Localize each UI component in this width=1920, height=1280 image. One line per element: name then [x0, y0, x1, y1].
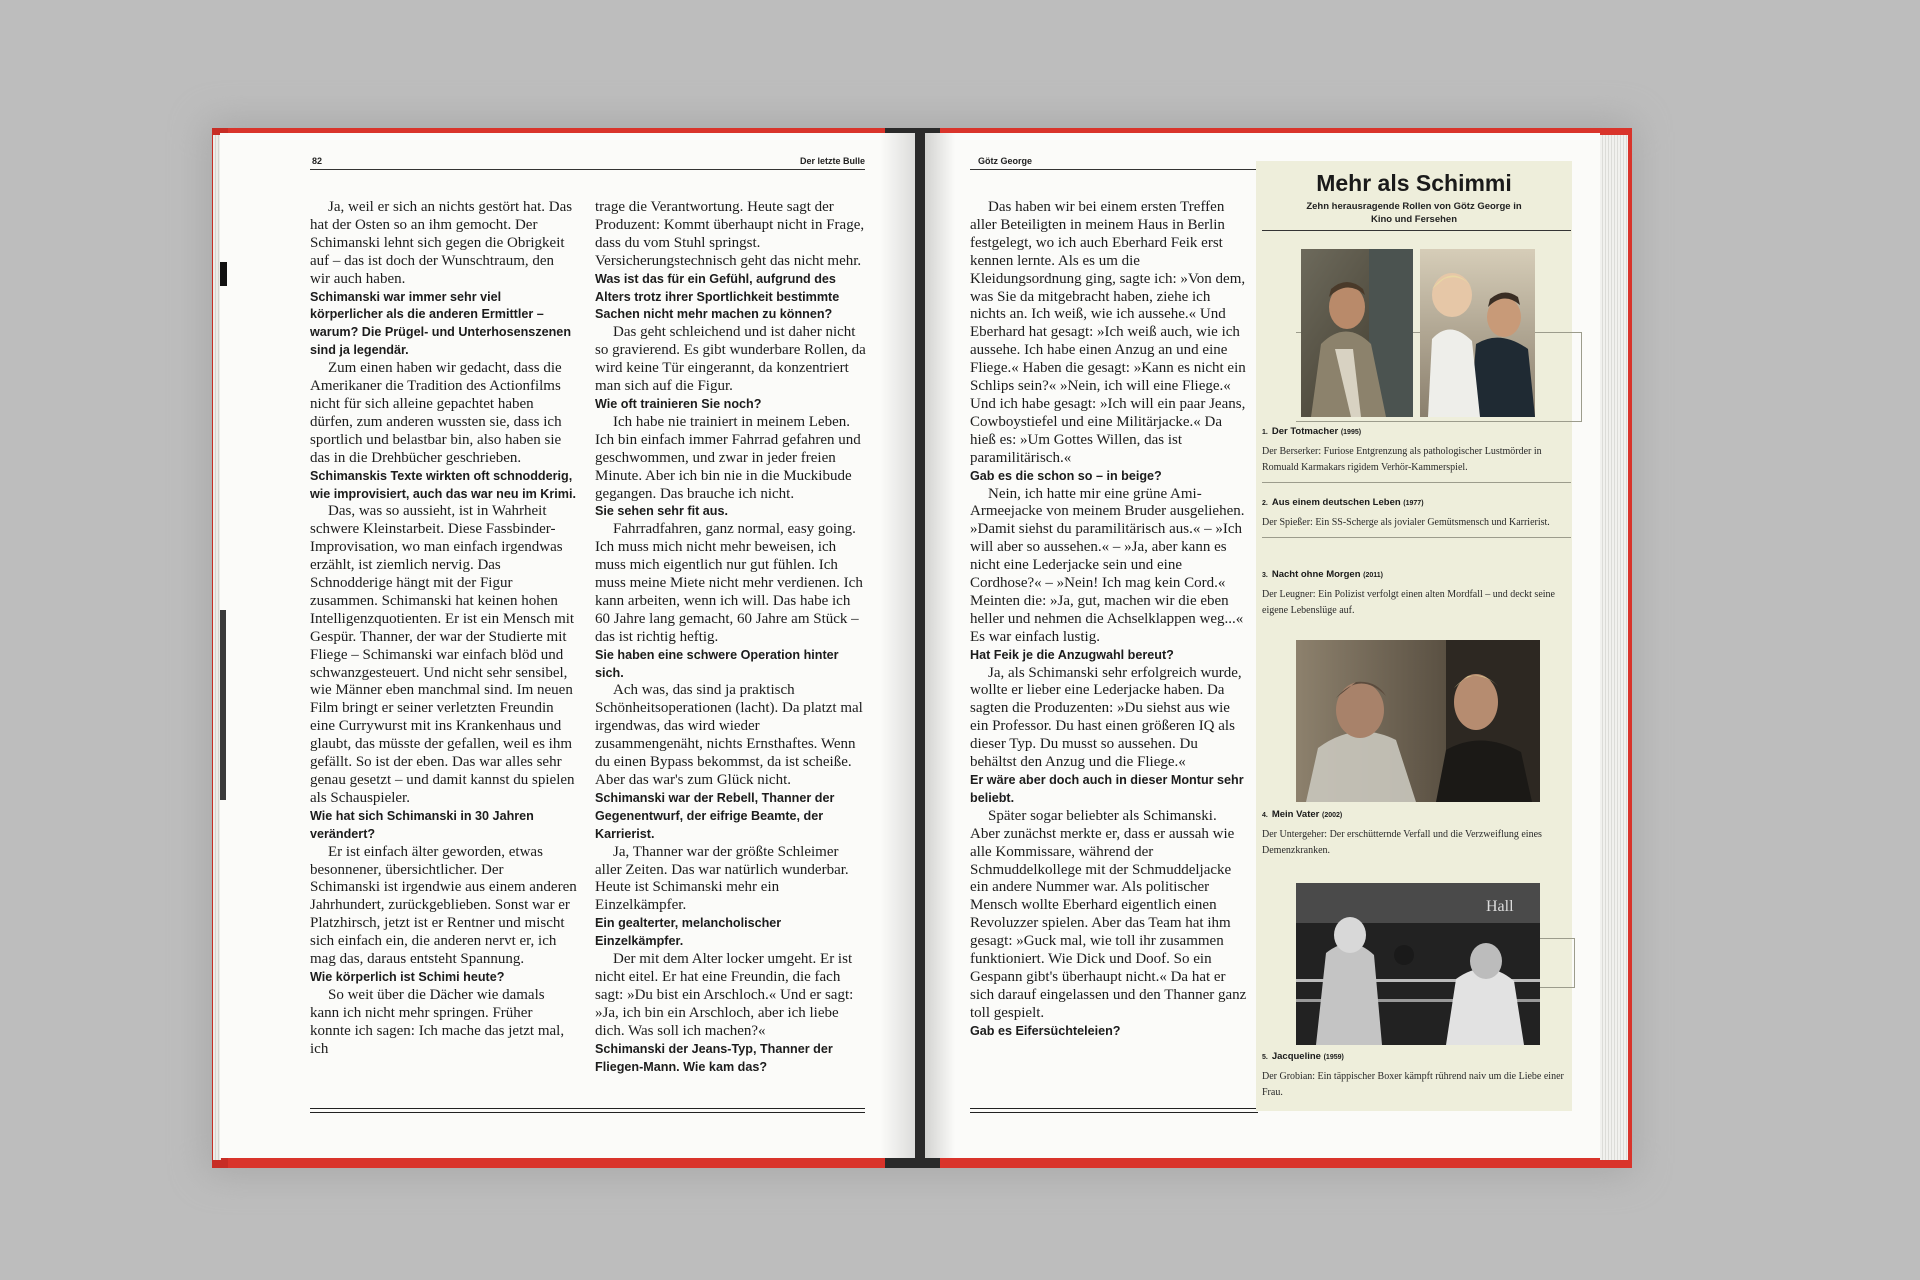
- interview-answer: Das haben wir bei einem ersten Treffen aller Beteiligten in meinem Haus in Berlin festgelegt, wo ich auch Eberhard Feik erst kennen lernte. Als es um die Kleidungsordnung ging, sagte ich: »Von dem, was Sie da mitgebracht haben, ziehe ich nichts an. Ich weiß, wie ich aussehe.« Und Eberhard hat gesagt: »Ich weiß auch, wie ich aussehe. Ich habe einen Anzug an und eine Fliege.« Haben die gesagt: »Kann es nicht ein Schlips sein?« »Nein, ich will eine Fliege.« Und ich habe gesagt: »Ich will ein paar Jeans, Cowboystiefel und eine Militärjacke.« Da hieß es: »Um Gottes Willen, das ist paramilitärisch.«: [970, 199, 1246, 466]
- right-page-edges: [1600, 135, 1628, 1160]
- film-number: 2.: [1262, 500, 1268, 507]
- article-column-2: [595, 199, 866, 1076]
- interview-answer: Zum einen haben wir gedacht, dass die Amerikaner die Tradition des Actionfilms nicht für sich alleine gepachtet haben dürfen, zum anderen wussten sie, dass ich sportlich und belastbar bin, also haben sie das in die Drehbücher geschrieben.: [310, 360, 562, 466]
- interview-question: Ein gealterter, melancholischer Einzelkämpfer.: [595, 916, 782, 949]
- film-entry: [1262, 425, 1571, 483]
- film-title: Mein Vater: [1271, 809, 1320, 820]
- interview-question: Hat Feik je die Anzugwahl bereut?: [970, 647, 1174, 662]
- interview-answer: Fahrradfahren, ganz normal, easy going. Ich muss mich nicht mehr beweisen, ich muss mich eigentlich nur gut fühlen. Ich muss meine Miete nicht mehr verdienen. Ich kann arbeiten, wenn ich will. Das habe ich 60 Jahre lang gemacht, 60 Jahre am Stück – das ist richtig heftig.: [595, 521, 863, 645]
- film-description: Der Leugner: Ein Polizist verfolgt einen alten Mordfall – und deckt seine eigene Lebenslüge auf.: [1262, 589, 1555, 616]
- film-description: Der Spießer: Ein SS-Scherge als jovialer Gemütsmensch und Karrierist.: [1262, 517, 1550, 528]
- film-title: Der Totmacher: [1271, 426, 1339, 437]
- page-edge-mark: [220, 610, 226, 800]
- page-number: 82: [312, 156, 323, 166]
- film-divider: [1262, 482, 1571, 483]
- film-still-jacqueline: [1296, 883, 1540, 1045]
- interview-question: Schimanski war immer sehr viel körperlicher als die anderen Ermittler – warum? Die Prügel- und Unterhosenszenen sind ja legendär.: [310, 289, 572, 358]
- footer-rule-right: [970, 1108, 1258, 1113]
- interview-answer: Er ist einfach älter geworden, etwas besonnener, übersichtlicher. Der Schimanski ist irgendwie aus einem anderen Jahrhundert, zurückgeblieben. Sonst war er Platzhirsch, jetzt ist er Rentner und mischt sich einfach ein, die anderen nervt er, ich mag das, daraus entsteht Spannung.: [310, 843, 577, 968]
- film-year: (1995): [1340, 429, 1362, 436]
- film-number: 3.: [1262, 572, 1268, 579]
- interview-question: Er wäre aber doch auch in dieser Montur sehr beliebt.: [970, 773, 1244, 805]
- interview-answer: Ja, weil er sich an nichts gestört hat. Das hat der Osten so an ihm gemocht. Der Schimanski lehnt sich gegen die Obrigkeit auf – das ist doch der Wunschtraum, den wir auch haben.: [310, 199, 573, 287]
- running-head-right: Götz George: [978, 156, 1033, 166]
- interview-answer: Später sogar beliebter als Schimanski. Aber zunächst merkte er, dass er aussah wie alle Kommissare, während der Schmuddelkollege mit der Schmuddeljacke ein andere Nummer war. Als politischer Mensch wollte Eberhard eigentlich einen Revoluzzer spielen. Aber das Team hat ihm gesagt: »Guck mal, wie toll ihr zusammen funktioniert. Wie Dick und Doof. So ein Gespann gibt's überhaupt nicht.« Da hat er sich darauf eingelassen und den Thanner ganz toll gespielt.: [970, 807, 1247, 1021]
- film-number: 4.: [1262, 812, 1268, 819]
- interview-question: Gab es die schon so – in beige?: [970, 468, 1162, 483]
- interview-question: Sie sehen sehr fit aus.: [595, 504, 728, 519]
- film-entry: [1262, 568, 1571, 619]
- interview-question: Schimanski war der Rebell, Thanner der Gegenentwurf, der eifrige Beamte, der Karrierist.: [595, 790, 835, 841]
- film-entry: [1262, 496, 1571, 538]
- gutter-shadow-right: [925, 133, 955, 1158]
- interview-answer: Das geht schleichend und ist daher nicht so gravierend. Es gibt wunderbare Rollen, da wird keine Tür eingerannt, da konzentriert man sich auf die Figur.: [595, 324, 866, 395]
- header-rule-left: [310, 169, 865, 170]
- interview-question: Schimanski der Jeans-Typ, Thanner der Fliegen-Mann. Wie kam das?: [595, 1041, 833, 1074]
- interview-answer: Ja, als Schimanski sehr erfolgreich wurde, wollte er lieber eine Lederjacke haben. Da sagten die Produzenten: »Du siehst aus wie ein Professor. Du hast einen größeren IQ als dieser Typ. Du musst so aussehen. Du behältst den Anzug und die Fliege.«: [970, 664, 1242, 771]
- film-still-mein-vater: [1296, 640, 1540, 802]
- interview-answer: trage die Verantwortung. Heute sagt der Produzent: Kommt überhaupt nicht in Frage, dass du vom Stuhl springst. Versicherungstechnisch geht das nicht mehr.: [595, 199, 865, 269]
- article-column-3: [970, 199, 1247, 1041]
- interview-question: Wie oft trainieren Sie noch?: [595, 396, 762, 411]
- film-still-aus-einem-deutschen-leben: [1420, 249, 1535, 417]
- interview-answer: Ich habe nie trainiert in meinem Leben. Ich bin einfach immer Fahrrad gefahren und geschwommen, und zwar in jeder freien Minute. Aber ich bin nie in die Muckibude gegangen. Das brauche ich nicht.: [595, 413, 861, 502]
- interview-answer: Ach was, das sind ja praktisch Schönheitsoperationen (lacht). Da platzt mal irgendwas, das wird wieder zusammengenäht, nichts Ernsthaftes. Wenn du einen Bypass bekommst, da ist scheiße. Aber das war's zum Glück nicht.: [595, 682, 863, 788]
- film-title: Jacqueline: [1271, 1051, 1321, 1062]
- running-head-left: Der letzte Bulle: [799, 156, 865, 166]
- film-entry: [1262, 1050, 1571, 1101]
- interview-answer: Der mit dem Alter locker umgeht. Er ist nicht eitel. Er hat eine Freundin, die fach sagt: »Du bist ein Arschloch.« Und er sagt: »Ja, ich bin ein Arschloch, aber ich liebe dich. Was soll ich machen?«: [595, 951, 854, 1039]
- interview-question: Schimanskis Texte wirkten oft schnodderig, wie improvisiert, auch das war neu im Krimi.: [310, 468, 576, 501]
- sidebar-title-rule: [1262, 230, 1571, 231]
- interview-answer: Ja, Thanner war der größte Schleimer aller Zeiten. Das war natürlich wunderbar. Heute ist Schimanski mehr ein Einzelkämpfer.: [595, 843, 849, 914]
- interview-answer: So weit über die Dächer wie damals kann ich nicht mehr springen. Früher konnte ich sagen: Ich mache das jetzt mal, ich: [310, 986, 565, 1057]
- film-title: Nacht ohne Morgen: [1271, 569, 1361, 580]
- article-column-1: [310, 199, 577, 1059]
- film-still-der-totmacher: [1301, 249, 1413, 417]
- film-year: (2002): [1322, 812, 1343, 819]
- footer-rule-left: [310, 1108, 865, 1113]
- gutter-shadow-left: [880, 133, 915, 1158]
- film-description: Der Grobian: Ein täppischer Boxer kämpft rührend naiv um die Liebe einer Frau.: [1262, 1071, 1564, 1098]
- film-divider: [1262, 537, 1571, 538]
- interview-answer: Nein, ich hatte mir eine grüne Ami-Armeejacke von meinem Bruder ausgeliehen. »Damit siehst du paramilitärisch aus.« – »Ich will aber so aussehen.« – »Ja, aber kann es nicht eine Lederjacke sein und eine Cordhose?« – »Nein! Ich mag kein Cord.« Meinten die: »Ja, gut, machen wir die eben heller und nehmen die Achselklappen weg...« Es war einfach lustig.: [970, 485, 1245, 645]
- sidebar-subtitle: Zehn herausragende Rollen von Götz George in Kino und Fersehen: [1306, 201, 1522, 225]
- film-year: (2011): [1363, 572, 1384, 579]
- page-edge-mark: [220, 262, 227, 286]
- interview-answer: Das, was so aussieht, ist in Wahrheit schwere Kleinstarbeit. Diese Fassbinder-Improvisation, wo man einfach irgendwas erzählt, ist ziemlich nervig. Das Schnodderige hängt mit der Figur zusammen. Schimanski hat keinen hohen Intelligenzquotienten. Er ist ein Mensch mit Gespür. Thanner, der war der Studierte mit Fliege – Schimanski war einfach blöd und schwanzgesteuert. Und nicht sehr sensibel, wie Männer eben manchmal sind. Im neuen Film bringt er seiner verletzten Freundin eine Currywurst mit ins Krankenhaus und glaubt, das müsste der gefallen, weil es ihm gefällt. So ist der eben. Das war alles sehr genau gesetzt – und damit kannst du spielen als Schauspieler.: [310, 503, 575, 806]
- svg-text:Hall: Hall: [1486, 898, 1514, 915]
- film-year: (1959): [1323, 1054, 1344, 1061]
- interview-question: Sie haben eine schwere Operation hinter sich.: [595, 647, 839, 680]
- sidebar-title: Mehr als Schimmi: [1316, 170, 1512, 196]
- film-title: Aus einem deutschen Leben: [1271, 497, 1401, 508]
- film-year: (1977): [1403, 500, 1424, 507]
- film-number: 5.: [1262, 1054, 1268, 1061]
- header-rule-right: [970, 169, 1260, 170]
- interview-question: Wie körperlich ist Schimi heute?: [310, 969, 505, 984]
- interview-question: Gab es Eifersüchteleien?: [970, 1023, 1121, 1038]
- interview-question: Wie hat sich Schimanski in 30 Jahren verändert?: [310, 808, 534, 841]
- film-number: 1.: [1262, 429, 1268, 436]
- interview-question: Was ist das für ein Gefühl, aufgrund des Alters trotz ihrer Sportlichkeit bestimmte Sachen nicht mehr machen zu können?: [595, 271, 840, 322]
- film-description: Der Untergeher: Der erschütternde Verfall und die Verzweiflung eines Demenzkranken.: [1262, 829, 1542, 856]
- film-entry: [1262, 808, 1571, 859]
- film-description: Der Berserker: Furiose Entgrenzung als pathologischer Lustmörder in Romuald Karmakars rigidem Verhör-Kammerspiel.: [1262, 446, 1542, 473]
